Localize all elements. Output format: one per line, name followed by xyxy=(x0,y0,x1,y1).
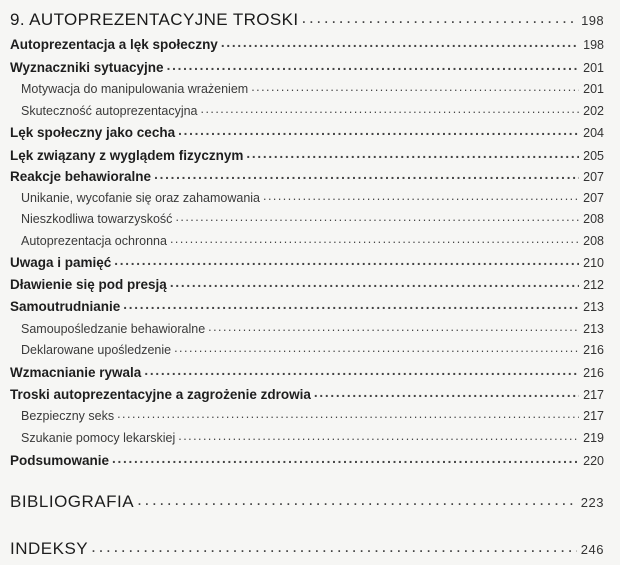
toc-subentry xyxy=(21,320,604,336)
dot-leader xyxy=(302,8,578,25)
toc-entry-page: 201 xyxy=(583,60,604,75)
dot-leader xyxy=(201,102,580,115)
toc-entry-page: 205 xyxy=(583,148,604,163)
toc-entry xyxy=(10,275,604,292)
dot-leader xyxy=(221,35,579,49)
dot-leader xyxy=(137,490,577,507)
toc-entry-page: 223 xyxy=(580,495,604,510)
dot-leader xyxy=(174,341,579,354)
dot-leader xyxy=(246,146,579,160)
toc-entry xyxy=(10,167,604,184)
toc-entry-page: 210 xyxy=(583,255,604,270)
toc-entry-page: 212 xyxy=(583,277,604,292)
toc-entry-page: 217 xyxy=(583,408,604,423)
toc-entry-title: Uwaga i pamięć xyxy=(10,254,112,270)
toc-entry-page: 246 xyxy=(580,542,604,557)
dot-leader xyxy=(178,123,579,137)
toc-entry xyxy=(10,451,604,468)
toc-entry-title: INDEKSY xyxy=(10,539,89,558)
toc-entry-title: Lęk związany z wyglądem fizycznym xyxy=(10,147,244,163)
dot-leader xyxy=(167,58,580,72)
toc-entry-title: Samoutrudnianie xyxy=(10,298,121,314)
dot-leader xyxy=(170,232,579,245)
dot-leader xyxy=(144,363,579,377)
toc-entry-page: 217 xyxy=(583,387,604,402)
toc-entry-page: 213 xyxy=(583,321,604,336)
dot-leader xyxy=(251,80,579,93)
toc-entry xyxy=(10,253,604,270)
toc-entry-title: Autoprezentacja a lęk społeczny xyxy=(10,36,218,52)
toc-entry-page: 216 xyxy=(583,365,604,380)
dot-leader xyxy=(117,407,579,420)
toc-entry-page: 213 xyxy=(583,299,604,314)
dot-leader xyxy=(170,275,579,289)
toc-subentry xyxy=(21,80,604,96)
toc-entry-title: Wyznaczniki sytuacyjne xyxy=(10,59,164,75)
toc-entry-title: BIBLIOGRAFIA xyxy=(10,492,135,511)
toc-subentry xyxy=(21,341,604,357)
toc-entry-page: 207 xyxy=(583,190,604,205)
toc-entry-title: Motywacja do manipulowania wrażeniem xyxy=(21,81,249,96)
toc-entry-title: Podsumowanie xyxy=(10,452,110,468)
toc-subentry xyxy=(21,232,604,248)
toc-subentry xyxy=(21,210,604,226)
toc-entry xyxy=(10,146,604,163)
toc-entry-title: Autoprezentacja ochronna xyxy=(21,233,167,248)
toc-entry-page: 219 xyxy=(583,430,604,445)
toc-entry-title: Dławienie się pod presją xyxy=(10,276,167,292)
dot-leader xyxy=(263,189,579,202)
toc-entry-page: 207 xyxy=(583,169,604,184)
toc-entry-title: Nieszkodliwa towarzyskość xyxy=(21,211,173,226)
toc-entry-title: Szukanie pomocy lekarskiej xyxy=(21,430,176,445)
toc-entry-page: 202 xyxy=(583,103,604,118)
toc-entry xyxy=(10,58,604,75)
toc-entry-page: 220 xyxy=(583,453,604,468)
toc-subentry xyxy=(21,189,604,205)
toc-entry xyxy=(10,385,604,402)
toc-subentry xyxy=(21,102,604,118)
toc-entry-page: 216 xyxy=(583,342,604,357)
toc-entry-title: Samoupośledzanie behawioralne xyxy=(21,321,206,336)
toc-entry xyxy=(10,297,604,314)
toc-entry-title: Reakcje behawioralne xyxy=(10,168,152,184)
toc-entry-title: Bezpieczny seks xyxy=(21,408,115,423)
dot-leader xyxy=(208,320,579,333)
toc-entry-bibliography xyxy=(10,490,604,512)
dot-leader xyxy=(175,210,579,223)
toc-entry-title: Troski autoprezentacyjne a zagrożenie zdrowia xyxy=(10,386,311,402)
dot-leader xyxy=(154,167,579,181)
toc-entry-page: 201 xyxy=(583,81,604,96)
toc-subentry xyxy=(21,429,604,445)
toc-entry-page: 198 xyxy=(581,13,604,28)
dot-leader xyxy=(112,451,579,465)
toc-entry-title: 9. AUTOPREZENTACYJNE TROSKI xyxy=(10,10,299,29)
toc-entry-title: Wzmacnianie rywala xyxy=(10,364,142,380)
toc-entry xyxy=(10,123,604,140)
toc-entry xyxy=(10,363,604,380)
dot-leader xyxy=(178,429,579,442)
toc-entry-page: 198 xyxy=(583,37,604,52)
toc-entry-title: Lęk społeczny jako cecha xyxy=(10,124,176,140)
toc-entry-chapter-9 xyxy=(10,8,604,30)
toc-entry-title: Deklarowane upośledzenie xyxy=(21,342,172,357)
toc-entry-page: 208 xyxy=(583,211,604,226)
toc-entry-indexes xyxy=(10,537,604,559)
toc-entry xyxy=(10,35,604,52)
toc-entry-page: 204 xyxy=(583,125,604,140)
toc-entry-title: Skuteczność autoprezentacyjna xyxy=(21,103,198,118)
dot-leader xyxy=(114,253,579,267)
toc-entry-page: 208 xyxy=(583,233,604,248)
dot-leader xyxy=(314,385,579,399)
toc-subentry xyxy=(21,407,604,423)
dot-leader xyxy=(91,537,577,554)
dot-leader xyxy=(123,297,579,311)
toc-entry-title: Unikanie, wycofanie się oraz zahamowania xyxy=(21,190,261,205)
